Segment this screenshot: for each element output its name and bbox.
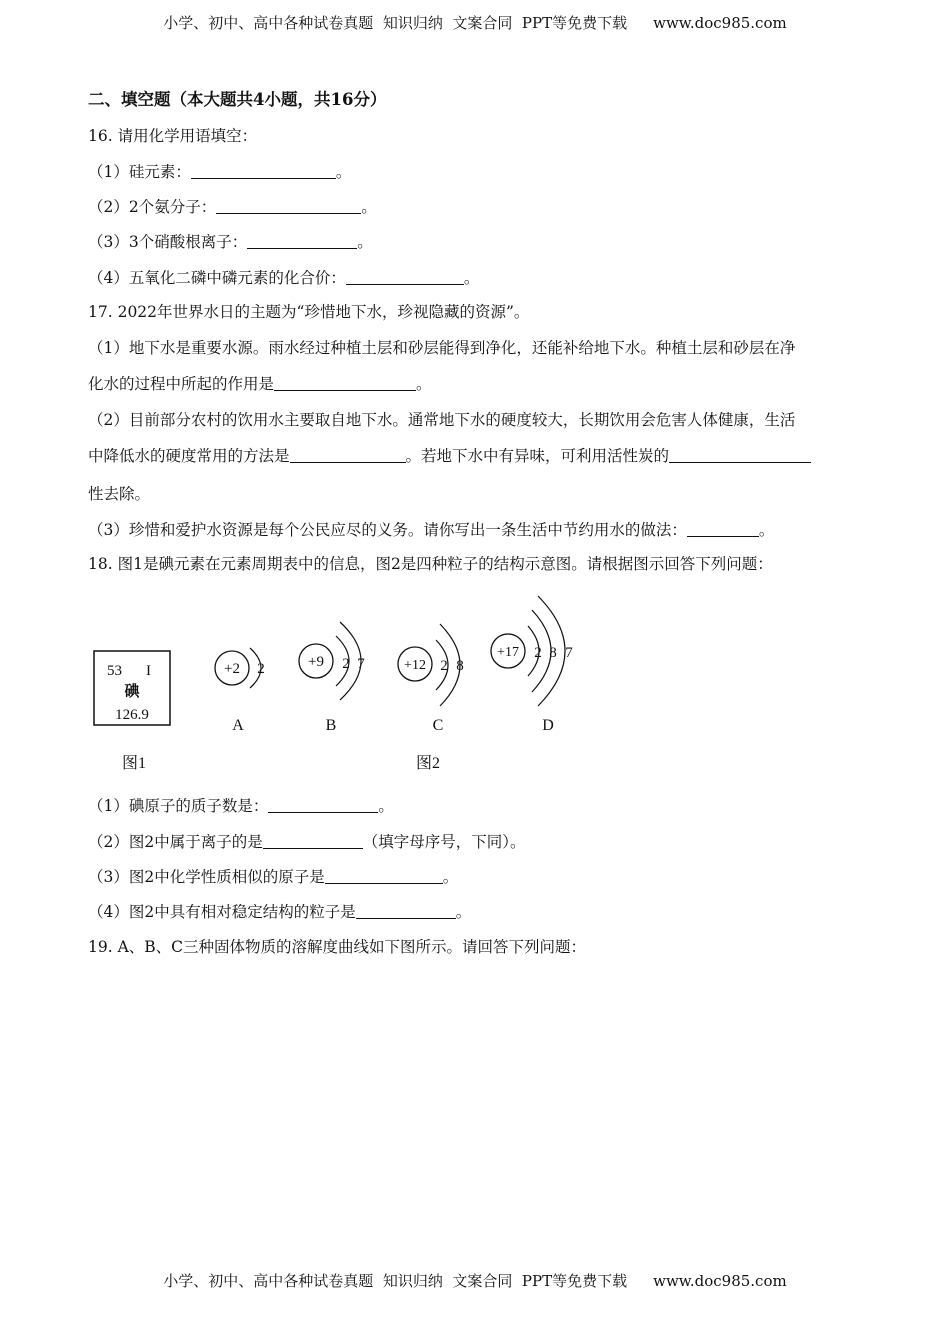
particle-letter: A	[232, 717, 244, 734]
q17-part2c: 性去除。	[88, 485, 151, 503]
header-text: 小学、初中、高中各种试卷真题 知识归纳 文案合同 PPT等免费下载	[163, 14, 628, 32]
q17-part2a: （2）目前部分农村的饮用水主要取自地下水。通常地下水的硬度较大，长期饮用会危害人体健康，生活	[88, 411, 796, 429]
answer-blank[interactable]	[247, 234, 357, 249]
header-site[interactable]: www.doc985.com	[653, 14, 787, 32]
particle-d	[491, 596, 573, 734]
q18-stem: 18. 图1是碘元素在元素周期表中的信息，图2是四种粒子的结构示意图。请根据图示回答下列问题：	[88, 555, 773, 573]
particle-letter: B	[325, 717, 337, 734]
nucleus-charge: +2	[224, 661, 240, 677]
nucleus-charge: +9	[308, 654, 324, 670]
q17-part1b: 化水的过程中所起的作用是 。	[88, 375, 432, 393]
shell-electrons: 2	[534, 645, 542, 661]
fig1-label: 图1	[121, 755, 147, 772]
page-header	[0, 12, 950, 33]
q17-stem: 17. 2022年世界水日的主题为“珍惜地下水，珍视隐藏的资源”。	[88, 303, 530, 321]
particle-b	[299, 622, 365, 734]
answer-blank[interactable]	[263, 834, 363, 849]
q18-part4: （4）图2中具有相对稳定结构的粒子是 。	[88, 903, 472, 921]
answer-blank[interactable]	[669, 448, 811, 463]
particle-c	[398, 624, 464, 734]
q18-part3: （3）图2中化学性质相似的原子是 。	[88, 868, 459, 886]
q17-part2b: 中降低水的硬度常用的方法是 。若地下水中有异味，可利用活性炭的	[88, 446, 811, 466]
element-cell	[94, 651, 170, 725]
particle-a	[215, 648, 265, 734]
element-symbol: I	[146, 663, 151, 679]
shell-electrons: 8	[549, 645, 557, 661]
q19-stem: 19. A、B、C三种固体物质的溶解度曲线如下图所示。请回答下列问题：	[88, 938, 587, 956]
q18-figure	[80, 588, 600, 774]
particle-letter: D	[542, 717, 554, 734]
answer-blank[interactable]	[346, 270, 464, 285]
particle-letter: C	[432, 717, 444, 734]
q18-part1: （1）碘原子的质子数是： 。	[88, 797, 394, 815]
element-mass: 126.9	[115, 707, 149, 723]
element-name: 碘	[124, 684, 140, 700]
answer-blank[interactable]	[191, 164, 336, 179]
q16-stem: 16. 请用化学用语填空：	[88, 127, 258, 145]
answer-blank[interactable]	[268, 798, 378, 813]
shell-electrons: 7	[565, 645, 573, 661]
shell-electrons: 8	[456, 658, 464, 674]
shell-electrons: 2	[342, 656, 350, 672]
nucleus-charge: +17	[497, 645, 519, 660]
shell-electrons: 7	[357, 656, 365, 672]
page-footer	[0, 1270, 950, 1291]
q16-part3: （3）3个硝酸根离子： 。	[88, 233, 373, 251]
answer-blank[interactable]	[687, 522, 759, 537]
q17-part3: （3）珍惜和爱护水资源是每个公民应尽的义务。请你写出一条生活中节约用水的做法： 。	[88, 521, 775, 539]
answer-blank[interactable]	[274, 376, 416, 391]
section-title: 二、填空题（本大题共4小题，共16分）	[88, 90, 387, 109]
footer-text: 小学、初中、高中各种试卷真题 知识归纳 文案合同 PPT等免费下载	[163, 1272, 628, 1290]
q16-part1: （1）硅元素： 。	[88, 163, 352, 181]
shell-electrons: 2	[257, 661, 265, 677]
fig2-label: 图2	[415, 755, 441, 772]
q18-part2: （2）图2中属于离子的是 （填字母序号，下同）。	[88, 833, 526, 851]
answer-blank[interactable]	[325, 869, 443, 884]
q16-part4: （4）五氧化二磷中磷元素的化合价： 。	[88, 269, 480, 287]
nucleus-charge: +12	[404, 658, 426, 673]
shell-electrons: 2	[440, 658, 448, 674]
answer-blank[interactable]	[356, 904, 456, 919]
answer-blank[interactable]	[290, 448, 406, 463]
answer-blank[interactable]	[216, 199, 361, 214]
footer-site[interactable]: www.doc985.com	[653, 1272, 787, 1290]
q16-part2: （2）2个氨分子： 。	[88, 198, 377, 216]
element-number: 53	[107, 663, 122, 679]
q17-part1a: （1）地下水是重要水源。雨水经过种植土层和砂层能得到净化，还能补给地下水。种植土层和砂层在净	[88, 339, 796, 357]
